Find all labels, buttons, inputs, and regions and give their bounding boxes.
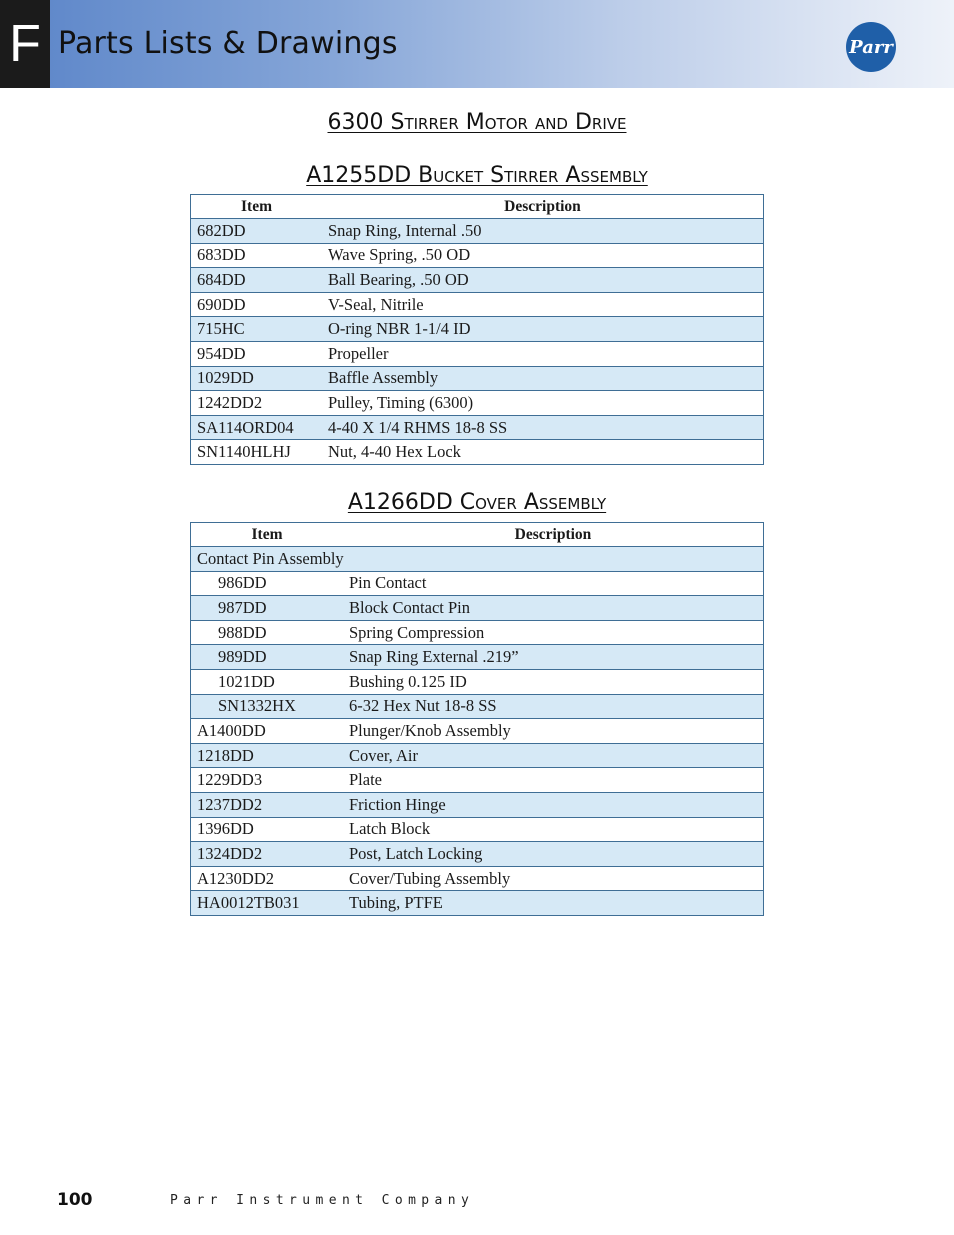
item-number: 989DD [191, 645, 344, 670]
item-number: 988DD [191, 620, 344, 645]
item-description: 6-32 Hex Nut 18-8 SS [343, 694, 764, 719]
item-description: 4-40 X 1/4 RHMS 18-8 SS [322, 415, 764, 440]
column-header-item: Item [191, 195, 323, 219]
table-row [191, 645, 764, 670]
table-row [191, 743, 764, 768]
item-description: Spring Compression [343, 620, 764, 645]
item-description: Plunger/Knob Assembly [343, 719, 764, 744]
parr-logo-icon [845, 21, 897, 73]
table-row [191, 596, 764, 621]
table-row [191, 891, 764, 916]
page-number: 100 [57, 1190, 93, 1210]
group-row [191, 547, 764, 572]
item-number: 1237DD2 [191, 792, 344, 817]
item-description: Nut, 4-40 Hex Lock [322, 440, 764, 465]
item-description: Snap Ring, Internal .50 [322, 219, 764, 244]
footer-company: Parr Instrument Company [170, 1193, 475, 1208]
item-number: 1021DD [191, 669, 344, 694]
item-description: Snap Ring External .219” [343, 645, 764, 670]
table-row [191, 694, 764, 719]
item-number: A1230DD2 [191, 866, 344, 891]
header-title: Parts Lists & Drawings [58, 26, 398, 61]
item-description: Post, Latch Locking [343, 842, 764, 867]
item-description: Pin Contact [343, 571, 764, 596]
item-number: 683DD [191, 243, 323, 268]
item-number: 715HC [191, 317, 323, 342]
table-row [191, 341, 764, 366]
table-row [191, 817, 764, 842]
table-header-row [191, 523, 764, 547]
item-number: 1396DD [191, 817, 344, 842]
item-description: Propeller [322, 341, 764, 366]
item-description: V-Seal, Nitrile [322, 292, 764, 317]
main-title: 6300 Stirrer Motor and Drive [327, 110, 627, 135]
item-number: SN1140HLHJ [191, 440, 323, 465]
bucket-stirrer-parts-table [190, 194, 764, 465]
table-row [191, 571, 764, 596]
item-description: Latch Block [343, 817, 764, 842]
item-number: 954DD [191, 341, 323, 366]
section-title-cover-assembly: A1266DD Cover Assembly [347, 490, 607, 515]
item-number: 690DD [191, 292, 323, 317]
column-header-item: Item [191, 523, 344, 547]
item-number: HA0012TB031 [191, 891, 344, 916]
cover-assembly-parts-table [190, 522, 764, 916]
item-description: Cover/Tubing Assembly [343, 866, 764, 891]
item-number: 1229DD3 [191, 768, 344, 793]
item-number: 684DD [191, 268, 323, 293]
table-row [191, 842, 764, 867]
item-description: Bushing 0.125 ID [343, 669, 764, 694]
logo-text: Parr [849, 37, 893, 58]
column-header-description: Description [322, 195, 764, 219]
table-row [191, 366, 764, 391]
table-row [191, 268, 764, 293]
column-header-description: Description [343, 523, 764, 547]
section-title-bucket-stirrer: A1255DD Bucket Stirrer Assembly [306, 163, 648, 188]
item-number: 1029DD [191, 366, 323, 391]
table-row [191, 317, 764, 342]
table-row [191, 719, 764, 744]
item-number: 1242DD2 [191, 391, 323, 416]
table-row [191, 415, 764, 440]
table-row [191, 768, 764, 793]
item-description: Tubing, PTFE [343, 891, 764, 916]
item-description: Wave Spring, .50 OD [322, 243, 764, 268]
item-description: Pulley, Timing (6300) [322, 391, 764, 416]
table-row [191, 243, 764, 268]
table-row [191, 792, 764, 817]
item-description: Plate [343, 768, 764, 793]
table-row [191, 219, 764, 244]
item-number: A1400DD [191, 719, 344, 744]
table-row [191, 866, 764, 891]
table-row [191, 669, 764, 694]
item-number: 1324DD2 [191, 842, 344, 867]
item-number: 986DD [191, 571, 344, 596]
item-description: Ball Bearing, .50 OD [322, 268, 764, 293]
page-header [0, 0, 954, 88]
table-row [191, 391, 764, 416]
item-number: 682DD [191, 219, 323, 244]
item-number: 987DD [191, 596, 344, 621]
item-description: Block Contact Pin [343, 596, 764, 621]
table-row [191, 440, 764, 465]
item-description: O-ring NBR 1-1/4 ID [322, 317, 764, 342]
item-description: Cover, Air [343, 743, 764, 768]
table-row [191, 292, 764, 317]
item-description: Friction Hinge [343, 792, 764, 817]
item-number: 1218DD [191, 743, 344, 768]
item-number: SN1332HX [191, 694, 344, 719]
item-number: SA114ORD04 [191, 415, 323, 440]
item-description: Baffle Assembly [322, 366, 764, 391]
group-label: Contact Pin Assembly [191, 547, 764, 572]
table-header-row [191, 195, 764, 219]
section-tab: F [0, 0, 50, 88]
table-row [191, 620, 764, 645]
